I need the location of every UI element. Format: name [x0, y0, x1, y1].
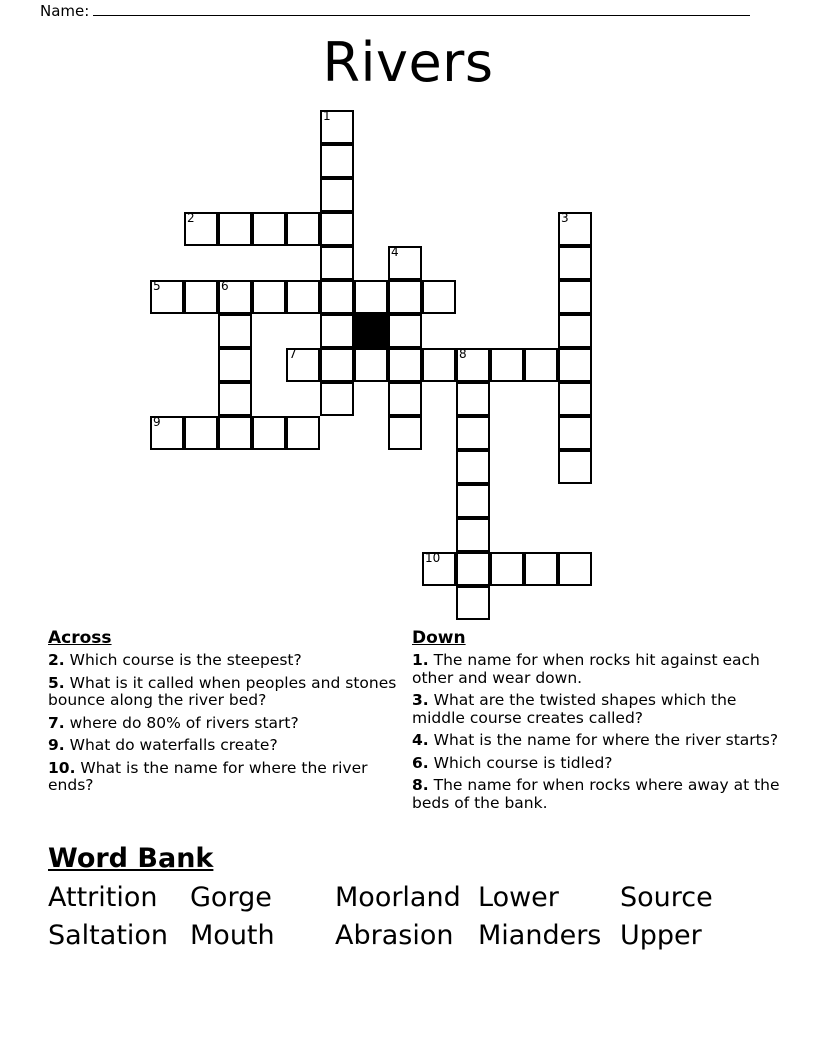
- grid-cell[interactable]: [456, 484, 490, 518]
- down-heading: Down: [412, 628, 466, 648]
- word-bank-word: Lower: [478, 882, 559, 913]
- grid-cell-number: 6: [221, 279, 229, 293]
- word-bank-heading: Word Bank: [48, 843, 214, 874]
- down-clue-1: [412, 652, 782, 687]
- grid-cell[interactable]: [320, 348, 354, 382]
- grid-cell[interactable]: [286, 280, 320, 314]
- grid-cell[interactable]: [354, 280, 388, 314]
- clue-text: where do 80% of rivers start?: [64, 713, 299, 732]
- word-bank-word: Upper: [620, 920, 702, 951]
- down-clue-4: [412, 732, 782, 750]
- across-clue-list: [48, 652, 398, 795]
- grid-cell[interactable]: [524, 348, 558, 382]
- clue-number: 8.: [412, 776, 429, 794]
- clue-text: What do waterfalls create?: [64, 736, 278, 754]
- across-clue-10: [48, 760, 398, 795]
- grid-cell-number: 8: [459, 347, 467, 361]
- grid-block-cell: [354, 314, 388, 348]
- clue-text: The name for when rocks hit against each other and wear down.: [412, 651, 760, 687]
- clue-number: 7.: [48, 713, 65, 732]
- clue-number: 2.: [48, 651, 65, 669]
- grid-cell[interactable]: [388, 314, 422, 348]
- grid-cell[interactable]: [320, 382, 354, 416]
- word-bank-section: [48, 843, 788, 955]
- down-clue-list: [412, 652, 782, 812]
- across-clue-7: [48, 715, 398, 733]
- clue-text: What are the twisted shapes which the middle course creates called?: [412, 691, 737, 727]
- grid-cell[interactable]: [320, 144, 354, 178]
- word-bank-rows: [48, 879, 788, 955]
- grid-cell-number: 3: [561, 211, 569, 225]
- clue-text: The name for when rocks where away at the beds of the bank.: [412, 776, 780, 812]
- name-label: Name:: [40, 2, 90, 20]
- grid-cell[interactable]: [456, 382, 490, 416]
- grid-cell[interactable]: [456, 450, 490, 484]
- page-title: Rivers: [322, 31, 494, 94]
- word-bank-word: Mouth: [190, 920, 275, 951]
- grid-cell[interactable]: [388, 382, 422, 416]
- grid-cell-number: 2: [187, 211, 195, 225]
- grid-cell[interactable]: [252, 416, 286, 450]
- grid-cell[interactable]: [388, 416, 422, 450]
- grid-cell[interactable]: [422, 280, 456, 314]
- across-clue-5: [48, 675, 398, 710]
- grid-cell-number: 5: [153, 279, 161, 293]
- grid-cell[interactable]: [150, 416, 184, 450]
- across-heading: Across: [48, 628, 112, 648]
- grid-cell[interactable]: [320, 178, 354, 212]
- grid-cell-number: 9: [153, 415, 161, 429]
- grid-cell[interactable]: [150, 280, 184, 314]
- grid-cell[interactable]: [456, 518, 490, 552]
- grid-cell[interactable]: [218, 348, 252, 382]
- down-clue-6: [412, 755, 782, 773]
- grid-cell[interactable]: [558, 314, 592, 348]
- clue-text: What is the name for where the river ends?: [48, 758, 368, 794]
- word-bank-word: Attrition: [48, 882, 158, 913]
- grid-cell-number: 4: [391, 245, 399, 259]
- grid-cell[interactable]: [456, 416, 490, 450]
- clue-number: 6.: [412, 753, 429, 772]
- grid-cell[interactable]: [218, 314, 252, 348]
- word-bank-word: Source: [620, 882, 713, 913]
- grid-cell[interactable]: [286, 212, 320, 246]
- clues-section: [0, 628, 816, 838]
- grid-cell[interactable]: [354, 348, 388, 382]
- clue-number: 3.: [412, 691, 429, 709]
- grid-cell[interactable]: [422, 552, 456, 586]
- grid-cell[interactable]: [184, 416, 218, 450]
- grid-cell[interactable]: [422, 348, 456, 382]
- grid-cell[interactable]: [320, 314, 354, 348]
- grid-cell[interactable]: [524, 552, 558, 586]
- down-clue-8: [412, 777, 782, 812]
- word-bank-word: Moorland: [335, 882, 461, 913]
- grid-cell[interactable]: [320, 280, 354, 314]
- word-bank-word: Gorge: [190, 882, 272, 913]
- grid-cell[interactable]: [558, 348, 592, 382]
- grid-cell[interactable]: [388, 280, 422, 314]
- down-clue-3: [412, 692, 782, 727]
- clue-number: 1.: [412, 651, 429, 669]
- clue-number: 10.: [48, 758, 76, 777]
- clue-number: 5.: [48, 673, 65, 692]
- grid-cell[interactable]: [558, 552, 592, 586]
- grid-cell[interactable]: [558, 212, 592, 246]
- clue-text: What is it called when peoples and stones bounce along the river bed?: [48, 673, 397, 709]
- grid-cell[interactable]: [558, 382, 592, 416]
- word-bank-word: Mianders: [478, 920, 602, 951]
- grid-cell[interactable]: [490, 552, 524, 586]
- grid-cell[interactable]: [218, 382, 252, 416]
- grid-cell[interactable]: [456, 348, 490, 382]
- grid-cell-number: 1: [323, 109, 331, 123]
- grid-cell[interactable]: [320, 110, 354, 144]
- grid-cell[interactable]: [184, 212, 218, 246]
- word-bank-word: Abrasion: [335, 920, 454, 951]
- grid-cell-number: 7: [289, 347, 297, 361]
- grid-cell[interactable]: [388, 246, 422, 280]
- grid-cell[interactable]: [252, 212, 286, 246]
- clue-number: 4.: [412, 731, 429, 749]
- grid-cell[interactable]: [456, 552, 490, 586]
- grid-cell[interactable]: [252, 280, 286, 314]
- clue-text: What is the name for where the river starts?: [428, 731, 779, 749]
- across-clue-9: [48, 737, 398, 755]
- clue-text: Which course is tidled?: [428, 753, 613, 772]
- grid-cell[interactable]: [218, 280, 252, 314]
- clue-number: 9.: [48, 736, 65, 754]
- grid-cell[interactable]: [558, 280, 592, 314]
- grid-cell[interactable]: [286, 416, 320, 450]
- grid-cell[interactable]: [320, 246, 354, 280]
- word-bank-row: [48, 917, 788, 955]
- word-bank-row: [48, 879, 788, 917]
- grid-cell[interactable]: [558, 246, 592, 280]
- grid-cell[interactable]: [490, 348, 524, 382]
- across-clue-2: [48, 652, 398, 670]
- grid-cell[interactable]: [388, 348, 422, 382]
- grid-cell[interactable]: [320, 212, 354, 246]
- grid-cell[interactable]: [558, 450, 592, 484]
- grid-cell[interactable]: [218, 212, 252, 246]
- across-clues-column: [48, 628, 398, 800]
- down-clues-column: [412, 628, 782, 817]
- grid-cell[interactable]: [456, 586, 490, 620]
- word-bank-word: Saltation: [48, 920, 169, 951]
- grid-cell[interactable]: [218, 416, 252, 450]
- grid-cell[interactable]: [286, 348, 320, 382]
- grid-cell[interactable]: [184, 280, 218, 314]
- clue-text: Which course is the steepest?: [64, 651, 302, 669]
- grid-cell-number: 10: [425, 551, 441, 565]
- grid-cell[interactable]: [558, 416, 592, 450]
